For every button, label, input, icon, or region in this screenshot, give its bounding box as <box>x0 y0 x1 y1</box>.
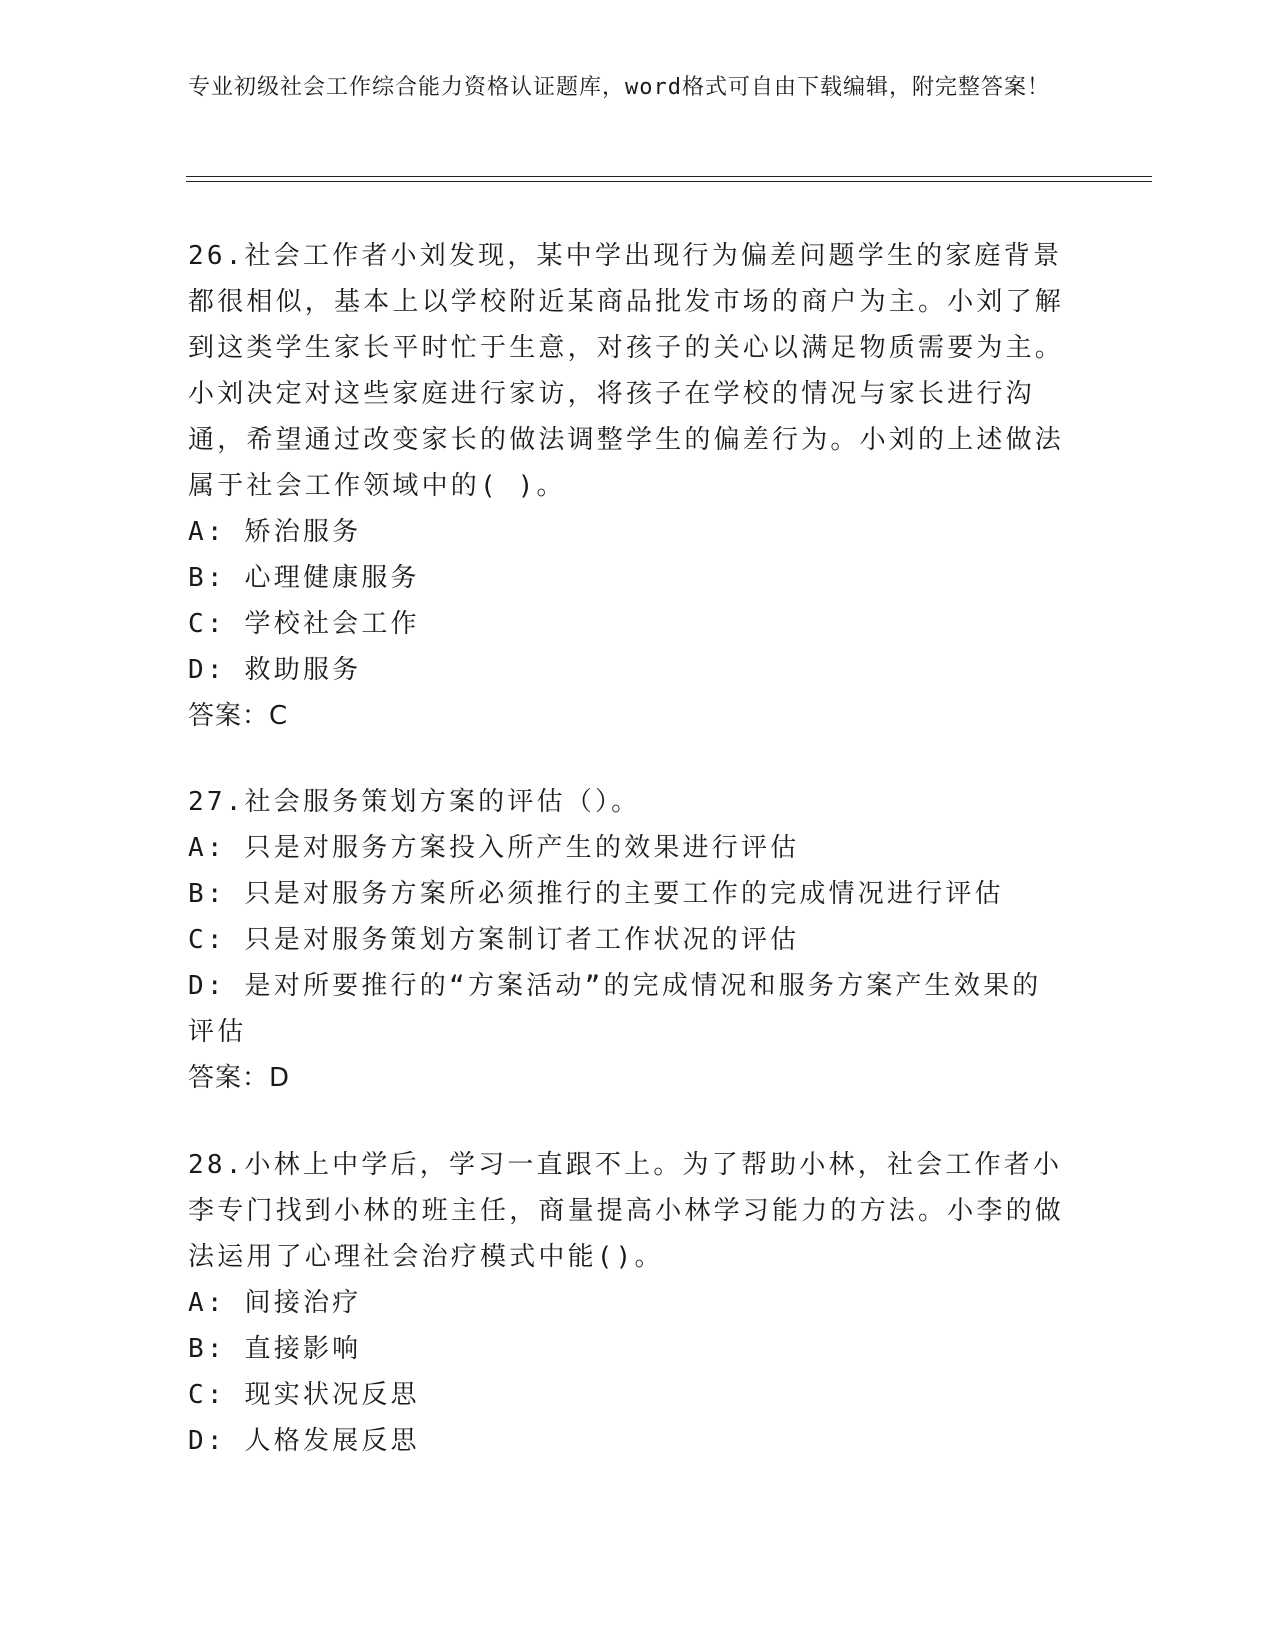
option-a: A: 只是对服务方案投入所产生的效果进行评估 <box>188 833 800 863</box>
answer: 答案：D <box>188 1063 291 1093</box>
option-c: C: 只是对服务策划方案制订者工作状况的评估 <box>188 925 800 955</box>
option-d: D: 救助服务 <box>188 655 362 685</box>
option-c: C: 学校社会工作 <box>188 609 420 639</box>
option-b: B: 心理健康服务 <box>188 563 420 593</box>
page-header: 专业初级社会工作综合能力资格认证题库，word格式可自由下载编辑，附完整答案！ <box>188 75 1050 100</box>
option-a: A: 间接治疗 <box>188 1288 362 1318</box>
option-b: B: 只是对服务方案所必须推行的主要工作的完成情况进行评估 <box>188 879 1004 909</box>
question-27 <box>188 779 1068 1101</box>
question-stem: 28.小林上中学后，学习一直跟不上。为了帮助小林，社会工作者小李专门找到小林的班主任，商量提高小林学习能力的方法。小李的做法运用了心理社会治疗模式中能()。 <box>188 1150 1065 1272</box>
answer: 答案：C <box>188 701 289 731</box>
header-rule-bottom <box>186 181 1152 182</box>
option-c: C: 现实状况反思 <box>188 1380 420 1410</box>
question-26 <box>188 233 1068 739</box>
header-rule-top <box>186 176 1152 177</box>
question-28 <box>188 1142 1068 1464</box>
option-d: D: 是对所要推行的“方案活动”的完成情况和服务方案产生效果的评估 <box>188 971 1042 1047</box>
option-a: A: 矫治服务 <box>188 517 362 547</box>
question-stem: 26.社会工作者小刘发现，某中学出现行为偏差问题学生的家庭背景都很相似，基本上以学校附近某商品批发市场的商户为主。小刘了解到这类学生家长平时忙于生意，对孩子的关心以满足物质需要为主。小刘决定对这些家庭进行家访，将孩子在学校的情况与家长进行沟通，希望通过改变家长的做法调整学生的偏差行为。小刘的上述做法属于社会工作领域中的( )。 <box>188 241 1065 501</box>
option-d: D: 人格发展反思 <box>188 1426 420 1456</box>
option-b: B: 直接影响 <box>188 1334 362 1364</box>
question-stem: 27.社会服务策划方案的评估（）。 <box>188 787 641 817</box>
